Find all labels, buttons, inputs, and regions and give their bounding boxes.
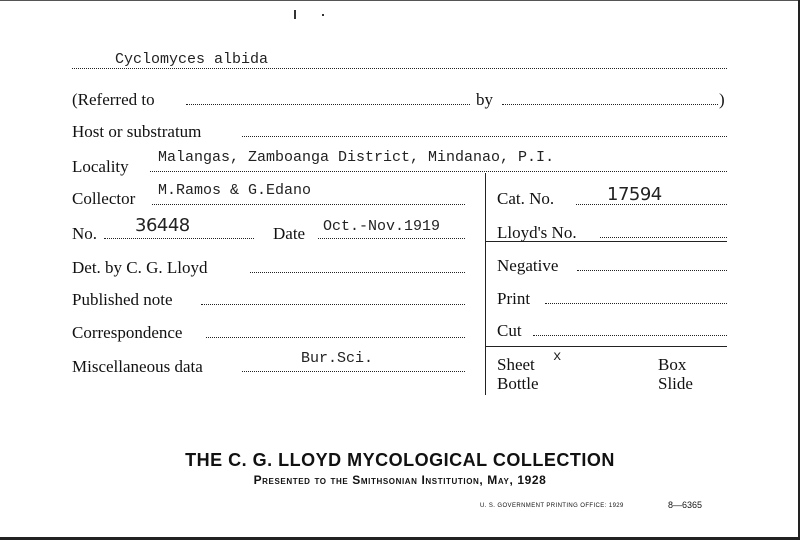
det-by-line	[250, 272, 465, 273]
collector-line	[152, 204, 465, 205]
host-line	[242, 136, 727, 137]
box-label: Box	[658, 355, 687, 374]
cat-no-line	[576, 204, 727, 205]
scan-speck	[294, 10, 296, 19]
date-label: Date	[273, 224, 306, 243]
collection-title: THE C. G. LLOYD MYCOLOGICAL COLLECTION	[185, 450, 615, 470]
published-note-line	[201, 304, 465, 305]
close-paren: )	[719, 90, 725, 109]
form-number: 8—6365	[668, 500, 703, 510]
lloyds-no-line	[600, 237, 727, 238]
gpo-imprint: U. S. GOVERNMENT PRINTING OFFICE: 1929	[480, 503, 624, 509]
lloyds-no-label: Lloyd's No.	[497, 223, 577, 242]
date-value: Oct.-Nov.1919	[323, 218, 441, 235]
correspondence-line	[206, 337, 465, 338]
cut-label: Cut	[497, 321, 522, 340]
number-value: 36448	[135, 215, 190, 236]
misc-line	[242, 371, 465, 372]
top-edge	[0, 0, 800, 1]
collector-value: M.Ramos & G.Edano	[158, 182, 312, 199]
locality-label: Locality	[72, 157, 129, 176]
misc-value: Bur.Sci.	[301, 350, 374, 367]
cat-no-value: 17594	[607, 184, 662, 205]
host-label: Host or substratum	[72, 122, 202, 141]
locality-value: Malangas, Zamboanga District, Mindanao, P.I.	[158, 149, 555, 166]
collection-subtitle: Presented to the Smithsonian Institution, May, 1928	[253, 473, 547, 487]
correspondence-label: Correspondence	[72, 323, 183, 342]
bottle-label: Bottle	[497, 374, 539, 393]
box-left-border	[485, 173, 486, 395]
scan-speck	[322, 14, 324, 16]
sheet-label: Sheet	[497, 355, 535, 374]
specimen-name: Cyclomyces albida	[115, 51, 269, 68]
by-label: by	[476, 90, 493, 109]
referred-to-label: (Referred to	[72, 90, 155, 109]
misc-label: Miscellaneous data	[72, 357, 203, 376]
det-by-label: Det. by C. G. Lloyd	[72, 258, 208, 277]
published-note-label: Published note	[72, 290, 173, 309]
collector-label: Collector	[72, 189, 136, 208]
locality-line	[150, 171, 727, 172]
box-divider-2	[485, 346, 727, 347]
by-line	[502, 104, 718, 105]
negative-line	[577, 270, 727, 271]
negative-label: Negative	[497, 256, 559, 275]
referred-to-line	[186, 104, 470, 105]
date-line	[318, 238, 465, 239]
cat-no-label: Cat. No.	[497, 189, 555, 208]
number-line	[104, 238, 254, 239]
cut-line	[533, 335, 727, 336]
specimen-name-line	[72, 68, 727, 69]
print-label: Print	[497, 289, 531, 308]
number-label: No.	[72, 224, 98, 243]
sheet-mark: x	[553, 349, 562, 365]
slide-label: Slide	[658, 374, 693, 393]
print-line	[545, 303, 727, 304]
